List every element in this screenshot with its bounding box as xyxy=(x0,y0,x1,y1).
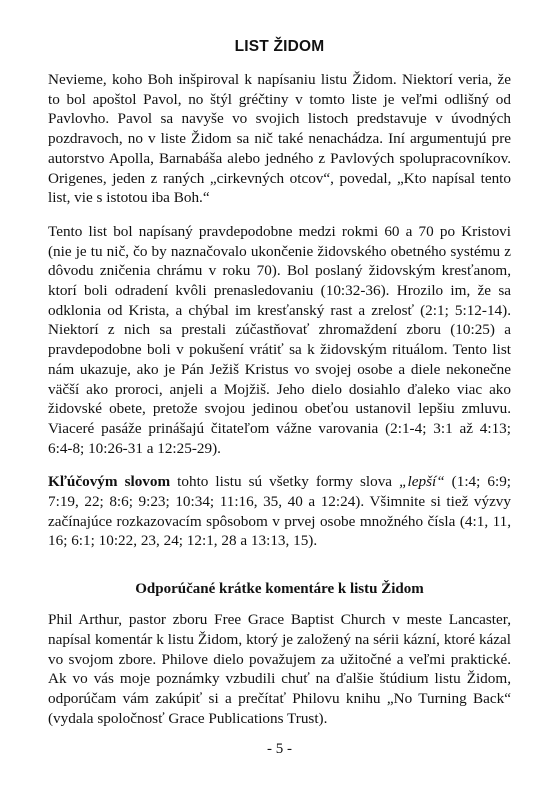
document-page xyxy=(48,38,511,742)
page-number: - 5 - xyxy=(267,741,292,757)
keyword-text-mid: tohto listu sú všetky formy slova xyxy=(170,473,400,491)
keyword-paragraph xyxy=(48,472,511,551)
keyword-text-end: (1:4; 6:9; 7:19, 22; 8:6; 9:23; 10:34; 11:16, 35, 40 a 12:24). Všimnite si tiež výzvy začínajúce rozkazovacím spôsobom v prvej osobe množného čísla (4:1, 11, 16; 6:1; 10:22, 23, 24; 12:1, 28 a 13:13, 15). xyxy=(48,473,512,550)
intro-paragraph: Nevieme, koho Boh inšpiroval k napísaniu listu Židom. Niektorí veria, že to bol apoštol Pavol, no štýl gréčtiny v tomto liste je veľmi odlišný od Pavlovho. Pavol sa navyše vo svojich listoch predstavuje v úvodných pozdravoch, no v liste Židom sa nič také nenachádza. Iní argumentujú pre autorstvo Apolla, Barnabáša alebo jedného z Pavlových spolupracovníkov. Origenes, jeden z raných „cirkevných otcov“, povedal, „Kto napísal tento list, vie s istotou iba Boh.“ xyxy=(48,71,511,207)
commentary-paragraph: Phil Arthur, pastor zboru Free Grace Baptist Church v meste Lancaster, napísal komentár k listu Židom, ktorý je založený na sérii kázní, ktoré kázal vo svojom zbore. Philove dielo považujem za užitočné a veľmi praktické. Ak vo vás moje poznámky vzbudili chuť na ďalšie štúdium listu Židom, odporúčam vám zakúpiť si a prečítať Philovu knihu „No Turning Back“ (vydala spoločnosť Grace Publications Trust). xyxy=(48,611,511,727)
keyword-label: Kľúčovým slovom xyxy=(48,473,171,491)
keyword-term: „lepší“ xyxy=(399,473,445,491)
commentary-heading: Odporúčané krátke komentáre k listu Židom xyxy=(135,581,424,598)
dating-paragraph: Tento list bol napísaný pravdepodobne medzi rokmi 60 a 70 po Kristovi (nie je tu nič, čo by naznačovalo ukončenie židovského obetného systému z dôvodu zničenia chrámu v roku 70). Bol poslaný židovským kresťanom, ktorí boli odradení kvôli prenasledovaniu (10:32-36). Hrozilo im, že sa odklonia od Krista, a chýbal im kresťanský rast a zrelosť (2:1; 5:12-14). Niektorí z nich sa prestali zúčastňovať zhromaždení zboru (10:25) a pravdepodobne boli v pokušení vrátiť sa k židovským rituálom. Tento list nám ukazuje, ako je Pán Ježiš Kristus vo svojej osobe a diele nekonečne väčší ako proroci, anjeli a Mojžiš. Jeho dielo dosiahlo ďaleko viac ako židovské obete, pretože svojou jedinou obeťou ustanovil lepšiu zmluvu. Viaceré pasáže prinášajú čitateľom vážne varovania (2:1-4; 3:1 až 4:13; 6:4-8; 10:26-31 a 12:25-29). xyxy=(48,222,511,457)
page-title: LIST ŽIDOM xyxy=(234,38,325,55)
